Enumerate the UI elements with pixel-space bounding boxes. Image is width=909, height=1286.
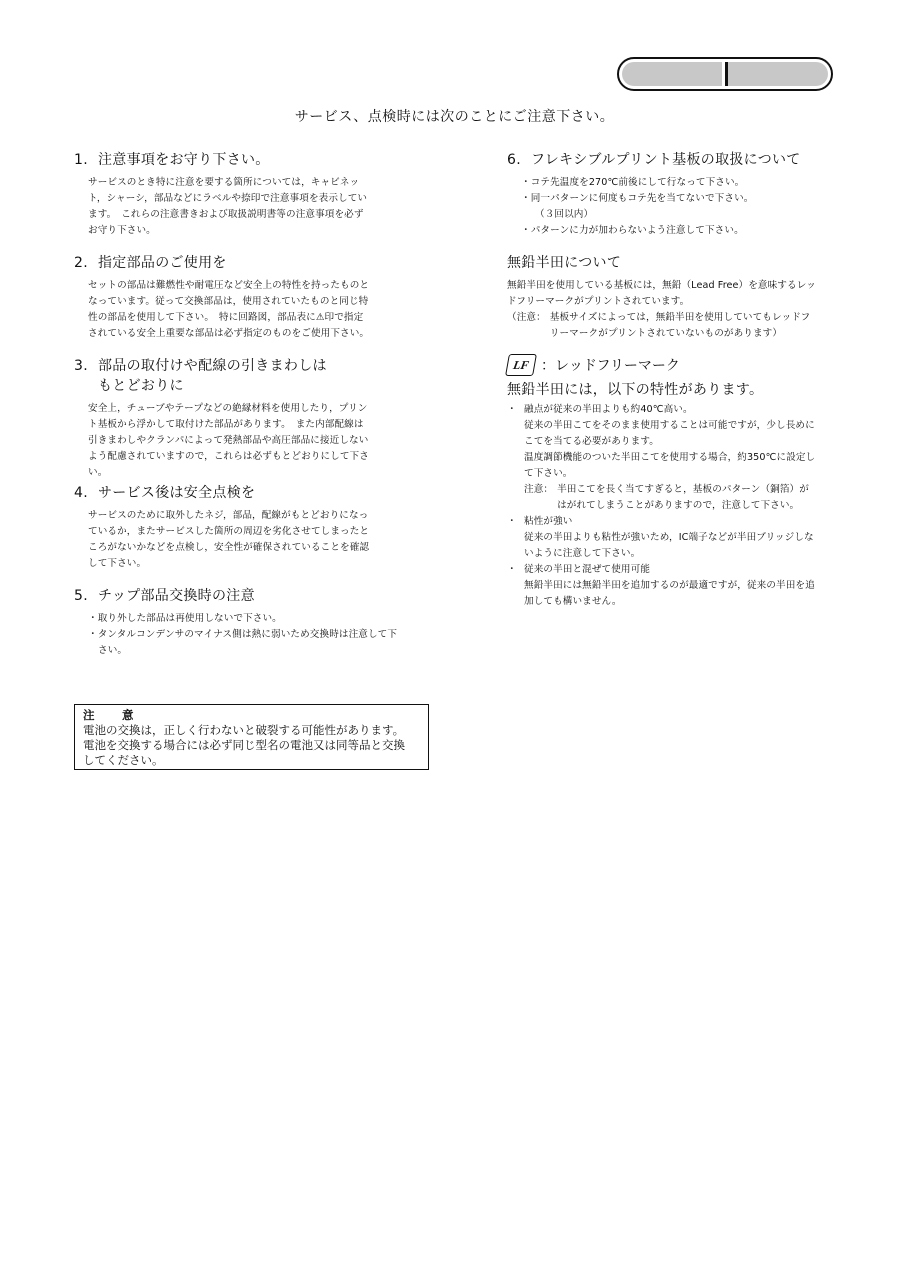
body-line: 温度調節機能のついた半田こてを使用する場合，約350℃に設定し (524, 452, 816, 463)
lead-free-section (507, 253, 843, 610)
bullet-item: ・タンタルコンデンサのマイナス側は熱に弱いため交換時は注意して下さい。 (88, 629, 398, 656)
item-head: 従来の半田と混ぜて使用可能 (524, 564, 651, 575)
body-line: サービスのとき特に注意を要する箇所については，キャビネッ (88, 177, 360, 188)
lead-free-mark-row (507, 354, 843, 376)
tab-segment-left (622, 62, 722, 86)
section-title: サービス後は安全点検を (98, 485, 256, 501)
caution-line: してください。 (83, 753, 164, 767)
note-label: 注意： (524, 484, 554, 495)
lead-free-body (507, 278, 843, 342)
right-column (507, 150, 843, 610)
body-line: サービスのために取外したネジ，部品，配線がもとどおりになっ (88, 510, 369, 521)
lead-free-mark-icon: LF (505, 354, 537, 376)
body-line: 性の部品を使用して下さい。 特に回路図，部品表に⚠印で指定 (88, 312, 364, 323)
section-title-cont: もとどおりに (98, 378, 184, 394)
note-line: 半田こてを長く当てすぎると，基板のパターン（銅箔）が (557, 484, 809, 495)
section-number: 1. (74, 152, 88, 168)
note-text (546, 310, 811, 342)
bullet-item: ・コテ先温度を270℃前後にして行なって下さい。 (521, 177, 745, 188)
bullet-dot: ・ (507, 516, 517, 527)
body-line: ト，シャーシ，部品などにラベルや捺印で注意事項を表示してい (88, 193, 368, 204)
body-line: ているか，またサービスした箇所の周辺を劣化させてしまったと (88, 526, 370, 537)
section-1 (74, 150, 404, 239)
lead-free-title: 無鉛半田について (507, 255, 622, 271)
body-line: 引きまわしやクランパによって発熱部品や高圧部品に接近しない (88, 435, 369, 446)
list-item (507, 562, 843, 610)
section-number: 6. (507, 152, 521, 168)
body-line: い。 (88, 467, 108, 478)
bullet-item: ・同一パターンに何度もコテ先を当てないで下さい。 (521, 193, 754, 204)
section-title: 部品の取付けや配線の引きまわしは (98, 358, 327, 374)
body-line: ト基板から浮かして取付けた部品があります。 また内部配線は (88, 419, 364, 430)
section-4 (74, 483, 404, 572)
body-line: いように注意して下さい。 (524, 548, 641, 559)
body-line: 従来の半田こてをそのまま使用することは可能ですが，少し長めに (524, 420, 815, 431)
header-tab-graphic (617, 57, 833, 91)
section-5 (74, 586, 404, 659)
body-line: 加しても構いません。 (524, 596, 622, 607)
section-heading (507, 150, 843, 170)
left-column (74, 150, 404, 673)
note-line: はがれてしまうことがありますので，注意して下さい。 (557, 500, 800, 511)
body-line: して下さい。 (88, 558, 147, 569)
caution-line: 電池を交換する場合には必ず同じ型名の電池又は同等品と交換 (83, 738, 405, 752)
section-body (74, 401, 404, 481)
body-line: されている安全上重要な部品は必ず指定のものをご使用下さい。 (88, 328, 370, 339)
section-2 (74, 253, 404, 342)
section-heading (74, 483, 404, 503)
caution-line: 電池の交換は，正しく行わないと破裂する可能性があります。 (83, 723, 405, 737)
item-head: 融点が従来の半田よりも約40℃高い。 (524, 404, 693, 415)
body-line: お守り下さい。 (88, 225, 156, 236)
body-line: よう配慮されていますので，これらは必ずもとどおりにして下さ (88, 451, 369, 462)
list-item (507, 402, 843, 514)
characteristics-list (507, 402, 843, 610)
section-title: チップ部品交換時の注意 (98, 588, 255, 604)
bullet-item: ・取り外した部品は再使用しないで下さい。 (88, 613, 282, 624)
list-item-content (524, 562, 815, 610)
section-title: 注意事項をお守り下さい。 (98, 152, 270, 168)
page-title: サービス、点検時には次のことにご注意下さい。 (294, 109, 615, 125)
section-title: 指定部品のご使用を (98, 255, 227, 271)
item-head: 粘性が強い (524, 516, 573, 527)
lead-free-note (507, 310, 843, 342)
battery-caution-box (74, 704, 429, 770)
body-line: なっています。従って交換部品は，使用されていたものと同じ特 (88, 296, 369, 307)
section-title: フレキシブルプリント基板の取扱について (531, 152, 801, 168)
section-body (507, 175, 843, 239)
note-text (553, 482, 809, 514)
body-line: ます。 これらの注意書きおよび取扱説明書等の注意事項を必ず (88, 209, 364, 220)
section-body (74, 278, 404, 342)
section-6 (507, 150, 843, 239)
body-line: ドフリーマークがプリントされています。 (507, 296, 690, 307)
body-line: 無鉛半田を使用している基板には，無鉛（Lead Free）を意味するレッ (507, 280, 816, 291)
body-line: こてを当てる必要があります。 (524, 436, 659, 447)
caution-title: 注 意 (83, 708, 142, 722)
body-line: て下さい。 (524, 468, 573, 479)
bullet-item: （３回以内） (535, 209, 594, 220)
tab-segment-right (725, 62, 828, 86)
section-number: 3. (74, 358, 88, 374)
note-line: 基板サイズによっては，無鉛半田を使用していてもレッドフ (549, 312, 811, 323)
section-3 (74, 356, 404, 481)
section-heading (74, 253, 404, 273)
body-line: セットの部品は難燃性や耐電圧など安全上の特性を持ったものと (88, 280, 370, 291)
body-line: 安全上，チューブやテープなどの絶縁材料を使用したり，プリン (88, 403, 368, 414)
list-item-content (524, 402, 815, 514)
section-heading (74, 356, 404, 396)
list-item (507, 514, 843, 562)
bullet-dot: ・ (507, 564, 517, 575)
section-number: 5. (74, 588, 88, 604)
lead-free-mark-label: ：レッドフリーマーク (541, 358, 680, 374)
section-number: 2. (74, 255, 88, 271)
body-line: 無鉛半田には無鉛半田を追加するのが最適ですが，従来の半田を追 (524, 580, 815, 591)
body-line: ころがないかなどを点検し，安全性が確保されていることを確認 (88, 542, 370, 553)
item-note (524, 482, 815, 514)
note-line: リーマークがプリントされていないものがあります） (549, 328, 783, 339)
list-item-content (524, 514, 814, 562)
section-body (74, 508, 404, 572)
characteristics-title: 無鉛半田には，以下の特性があります。 (507, 382, 764, 398)
body-line: 従来の半田よりも粘性が強いため，IC端子などが半田ブリッジしな (524, 532, 814, 543)
section-heading (74, 150, 404, 170)
section-number: 4. (74, 485, 88, 501)
bullet-dot: ・ (507, 404, 517, 415)
bullet-item: ・パターンに力が加わらないよう注意して下さい。 (521, 225, 744, 236)
section-heading (74, 586, 404, 606)
section-body (74, 175, 404, 239)
note-label: （注意： (507, 312, 546, 323)
section-body (74, 611, 404, 659)
